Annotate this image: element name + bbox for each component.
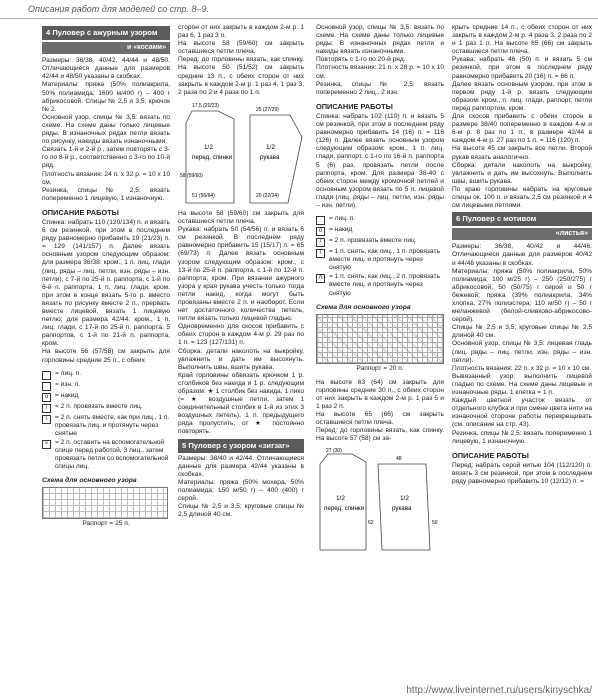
needles-6-text: Спицы № 2,5 и 3,5; круговые спицы № 2,5 длиной 40 см. [452, 324, 592, 340]
legend-item: / = 2 п. провязать вместе лиц. [316, 237, 444, 247]
diagram-half-label: 1/2 [204, 143, 213, 151]
diagram-dim: 27 (30) [326, 447, 342, 454]
legend-item: Λ = 1 п. снять, как лиц., 2 п. провязать вместе лиц. и протянуть через снятую [316, 273, 444, 297]
repeat-text: Связать 1-й и 2-й р., затем повторять с 3-го по 8-й р., соответственно с 3-го по 10-й ряд. [42, 146, 170, 170]
col4-assembly-text: Сборка: детали наколоть на выкройку, увлажнить и дать им высохнуть. Выполнить швы, вшить рукава. [452, 161, 592, 185]
col3b-text-3: Перед: до горловины вязать, как спинку. На высоте 57 (58) см за- [316, 427, 444, 443]
col2-text-1: сторон от них закрыть в каждом 2-м р. 1 раз 6, 1 раз 3 п. [178, 24, 304, 40]
col4-sleeves-text: Рукава: набрать 46 (50) п. и вязать 5 см резинкой, при этом в последнем ряду равномерно прибавить 20 (16) п. = 66 п. [452, 56, 592, 80]
legend-item: × = 2 п. оставить на вспомогательной спице перед работой, 3 лиц., затем провязать петли со вспомогательной спицы лиц. [42, 439, 170, 471]
section-subband-6: «листья» [452, 228, 592, 240]
col3b-text-2: На высоте 65 (66) см закрыть оставшиеся петли плеча. [316, 411, 444, 427]
col4-text-4: Для скосов прибавить с обеих сторон в размере 38/40 попеременно в каждом 4-м и 6-м р. 8 раз по 1 п., в размере 42/44 в каждом 4-м р. 27 раз по 1 п. = 116 (120) п. [452, 113, 592, 145]
sleeves-text: Рукава: набрать 50 (54/56) п. и вязать 6 см резинкой. В последнем ряду равномерно прибавить 15 (15/17) п. = 65 (69/73) п. Далее вязать основным узором следующим образом: кром., с 13-й по 25-й п. раппорта, с 1-й по 12-й п. раппорта, кром. При вязании ажурного узора у края рукава учесть только тогда петли накид, когда могут быть провязаны вместе 2 п. и наоборот. Если нет достаточного количества петель, петли вязать только лицевой гладью. [178, 226, 304, 323]
schema-1 [42, 477, 170, 528]
col2-text-4: На высоте 58 (59/60) см закрыть для оставшиеся петли плеча. [178, 209, 304, 226]
materials-text: Материалы: пряжа (50% полиакрила, 50% полиамида; 1600 м/400 г) – 400 г абрикосовой. Спицы № 2,5 и 3,5; крючок № 2. [42, 81, 170, 113]
section-band-5: 5 Пуловер с узором «зигзаг» [178, 439, 304, 453]
rapport-label: Раппорт = 25 п. [82, 520, 130, 528]
materials-5-text: Материалы: пряжа (50% мохера, 50% полиамида; 150 м/50 г) – 400 (400) г серой. [178, 478, 304, 503]
work-description-heading: ОПИСАНИЕ РАБОТЫ [42, 207, 119, 217]
legend-item: \ = 2 п. снять вместе, как при лиц., 1 п. провязать лиц. и протянуть через снятые [42, 414, 170, 438]
col4-text-5: На высоте 45 см закрыть все петли. Второй рукав вязать аналогично. [452, 145, 592, 161]
diagram-front-label: перед, спинки [192, 153, 233, 161]
col4-neck-text: По краю горловины набрать на круговые спицы ок. 100 п. и вязать 2,5 см резинкой и 4 см лицевыми петлями. [452, 185, 592, 210]
diagram-half-label-2: 1/2 [400, 494, 409, 502]
schema-3 [316, 304, 444, 373]
legend-item: / = 2 п. провязать вместе лиц. [42, 403, 170, 413]
diagram-sleeve-label: рукава [260, 153, 280, 161]
diagram-half-label: 1/2 [336, 494, 345, 502]
purl-symbol-icon [42, 382, 51, 391]
sizes-5-text: Размеры: 38/40 и 42/44. Отличающиеся данные для размера 42/44 указаны в скобках. [178, 454, 304, 478]
col3b-text-1: На высоте 63 (64) см закрыть для горловины средние 30 п., с обеих сторон от них закрыть в каждом 2-м р. 1 раз 5 и 1 раз 2 п. [316, 378, 444, 411]
section-band-6: 6 Пуловер с мотивом [452, 212, 592, 226]
pattern-diagram-1 [178, 97, 304, 207]
sizes-6-text: Размеры: 36/38, 40/42 и 44/46. Отличающиеся данные для размеров 40/42 и 44/46 указаны в скобках. [452, 243, 592, 267]
diagram-dim: 25 (27/29) [256, 106, 279, 113]
k2tog-symbol-icon: / [316, 238, 325, 247]
materials-6-text: Материалы: пряжа (50% полиакрила, 50% полиамида; 100 м/25 г) – 250 (250/275) г абрикосовой, 50 (50/75) г серой и 50 г бежевой; пряжа (39% полиакрила, 34% хлопка, 27% полиэстера; 110 м/50 г) – 50 г меланжевой (белой-сливково-абрикосово-серой). [452, 267, 592, 324]
neckline-text: На высоте 56 (57/58) см закрыть для горловины средние 25 п., с обеих [42, 348, 170, 364]
rib-6-text: Резинка, спицы № 2,5: вязать попеременно 1 лицевую, 1 изнаночную. [452, 429, 592, 445]
main-pattern-text: Основной узор, спицы № 3,5: вязать по схеме. На схеме даны только лицевые ряды. В изнаночных рядах петли вязать по рисунку, накиды вязать изнаночными. [42, 113, 170, 146]
work-description-heading-6: ОПИСАНИЕ РАБОТЫ [452, 450, 529, 460]
column-4 [452, 24, 592, 664]
legend-item: о = накид [42, 392, 170, 402]
gauge-5-text: Плотность вязания: 21 п. х 28 р. = 10 х 10 см. [316, 64, 444, 80]
schema-caption: Схема для основного узора [316, 303, 411, 311]
main-pattern-5-text: Основной узор, спицы № 3,5: вязать по схеме. На схеме даны только лицевые ряды. В изнаночных рядах петли и накиды вязать изнаночными. [316, 24, 444, 56]
col4-text-3: Далее вязать основным узором, при этом в первом ряду 1-й р. вязать следующим образом: кром., п. лиц. глади, раппорт, петли перед раппортом, кром. [452, 80, 592, 112]
diagram-sleeve-label: рукава [392, 504, 412, 512]
col4-text-1: крыть средние 14 п., с обеих сторон от них закрыть в каждом 2-м р. 4 раза 3, 2 раза по 2 и 1 раз 1 п. На высоте 65 (66) см закрыть оставшиеся петли плеча. [452, 24, 592, 56]
rapport-label: Раппорт = 20 п. [356, 364, 404, 372]
increases-text: Одновременно для скосов прибавить с обеих сторон в каждом 4-м р. 29 раз по 1 п. = 123 (127/131) п. [178, 323, 304, 347]
gauge-text: Плотность вязания: 24 п. х 32 р. = 10 х 10 см. [42, 170, 170, 186]
double-decrease-symbol-icon: Λ [316, 274, 325, 283]
diagram-dim: 58 (59/60) [180, 172, 203, 179]
diagram-dim: 20 (22/24) [256, 192, 279, 199]
diagram-half-label-2: 1/2 [266, 143, 275, 151]
back-5-text: Спинка: набрать 102 (110) п. и вязать 5 см резинкой, при этом в последнем ряду равномерно прибавить 14 (16) п. = 116 (126) п. Далее вязать основным узором следующим образом: кром., 1 п. лиц. глади, раппорт, с 1-го по 16-й п. раппорта 5 (6) раз, провязать петли после раппорта, кром. Для размера 38-40 с обеих сторон между кромочной петлей и основным узором вязать по 5 п. лицевой глади (лиц. ряды – лиц. петли, изн. ряды – изн. петли). [316, 112, 444, 209]
rib-5-text: Резинка, спицы № 2,5: вязать попеременно 2 лиц., 2 изн. [316, 80, 444, 96]
k2tog-symbol-icon: / [42, 404, 51, 413]
main-pattern-6-text: Основной узор, спицы № 3,5: лицевая гладь (лиц. ряды – лиц. петли, изн. ряды – изн. петли). [452, 340, 592, 364]
diagram-dim: 48 [396, 455, 402, 462]
legend-item: = лиц. п. [316, 215, 444, 225]
ssk-symbol-icon: \ [316, 249, 325, 258]
motif-text: Вывязанный узор: выполнить лицевой гладью по схеме. На схеме даны лицевые и изнаночные ряды. 1 клетка = 1 п. [452, 372, 592, 397]
ssk-symbol-icon: \ [42, 415, 51, 424]
legend-item: = лиц. п. [42, 370, 170, 380]
diagram-dim: 50 [432, 519, 438, 526]
legend-1 [42, 370, 170, 472]
legend-item: \ = 1 п. снять, как лиц., 1 п. провязать вместе лиц. и протянуть через снятую [316, 248, 444, 272]
section-subband-4: и «косами» [42, 42, 170, 54]
page-header: Описания работ для моделей со стр. 8–9. [28, 4, 210, 14]
diagram-dim: 51 (56/64) [192, 192, 215, 199]
assembly-text: Сборка: детали наколоть на выкройку, увлажнить и дать им высохнуть. Выполнить швы, вшить рукава. [178, 347, 304, 371]
knitting-chart-2 [316, 314, 444, 364]
knit-symbol-icon [316, 216, 325, 225]
edge-text: Край горловины обвязать крючком 1 р. столбиков без накида и 1 р. следующим образом: ★ 1 столбик без накида, 1 пико (= ★ воздушные петли, затем 1 соединительный столбик в 1-й из этих 3 воздушных петель), 1 п. предыдущего ряда пропустить, от ★ постоянно повторять. [178, 371, 304, 436]
diagram-dim: 62 [368, 519, 374, 526]
front-6-text: Перед: набрать серой нитью 104 (112/120) п. вязать 3 см резинкой, при этом в последнем ряду равномерно прибавить 10 (12/12) п. = [452, 461, 592, 485]
column-1 [42, 24, 170, 664]
knitting-chart-1 [42, 487, 168, 519]
sizes-text: Размеры: 36/38, 40/42, 44/44 и 48/50. Отличающиеся данные для размеров 42/44 и 48/50 указаны в скобках. [42, 57, 170, 81]
source-url: http://www.liveinternet.ru/users/kinyschka/ [406, 685, 592, 696]
section-band-4: 4 Пуловер с ажурным узором [42, 26, 170, 40]
column-2 [178, 24, 304, 664]
column-3 [316, 24, 444, 664]
col2-text-2: На высоте 58 (59/60) см закрыть оставшиеся петли плеча. [178, 40, 304, 56]
legend-item: = изн. п. [42, 381, 170, 391]
rib-text: Резинка, спицы № 2,5: вязать попеременно 1 лицевую, 1 изнаночную. [42, 186, 170, 202]
yarn-over-symbol-icon: о [42, 393, 51, 402]
work-description-heading-5: ОПИСАНИЕ РАБОТЫ [316, 101, 393, 111]
repeat-5-text: Повторять с 1-го по 20-й ряд. [316, 56, 406, 64]
legend-3 [316, 215, 444, 298]
diagram-front-label: перед, спинки [324, 504, 365, 512]
legend-item: о = накид [316, 226, 444, 236]
header-rule [0, 18, 598, 19]
color-text: Каждый цветной участок вязать от отдельного клубка и при смене цвета нити на изнаночной стороне работы перекрещивать (см. описание на стр. 43). [452, 397, 592, 429]
diagram-dim: 17,5 (20/23) [192, 102, 219, 109]
cable-symbol-icon: × [42, 440, 51, 449]
gauge-6-text: Плотность вязания: 22 п. х 32 р. = 10 х 10 см. [452, 364, 592, 372]
needles-5-text: Спицы № 2,5 и 3,5; круговые спицы № 2,5 длиной 40 см. [178, 503, 304, 519]
schema-caption: Схема для основного узора [42, 477, 137, 485]
pattern-diagram-2 [316, 444, 444, 554]
back-text: Спинка: набрать 110 (120/134) п. и вязать 6 см резинкой, при этом в последнем ряду равномерно прибавить 19 (21/23) п. = 129 (141/157) п. Далее вязать основным узором следующим образом: для размера 36/38: кром., 1 п. лиц. глади (лиц. ряды – лиц. петли, изн. ряды – изн. петли), с 7-й по 25-й п. раппорта, с 1-й по 6-й п. раппорта, 1 п. лиц. глади, кром. при этом в конце вязать 5-го р. вместо вязать по рисунку вместе 2 п., прервать вместе лицевой, вязать 1 лицевую петлю; для размера 42/44: кром., 1 п. лиц. глади, с 17-й по 25-й п. раппорта, 5 раппортов, с 1-й по 21-й п. раппорта, кром. [42, 218, 170, 348]
front-text: Перед: до горловины вязать, как спинку. На высоте 50 (51/52) см закрыть средние 13 п., с обеих сторон от них закрыть в каждом 2-м р. 1 раз 4, 1 раз 3, 2 раза по 2 и 4 раза по 1 п. [178, 56, 304, 96]
knit-symbol-icon [42, 371, 51, 380]
yarn-over-symbol-icon: о [316, 227, 325, 236]
